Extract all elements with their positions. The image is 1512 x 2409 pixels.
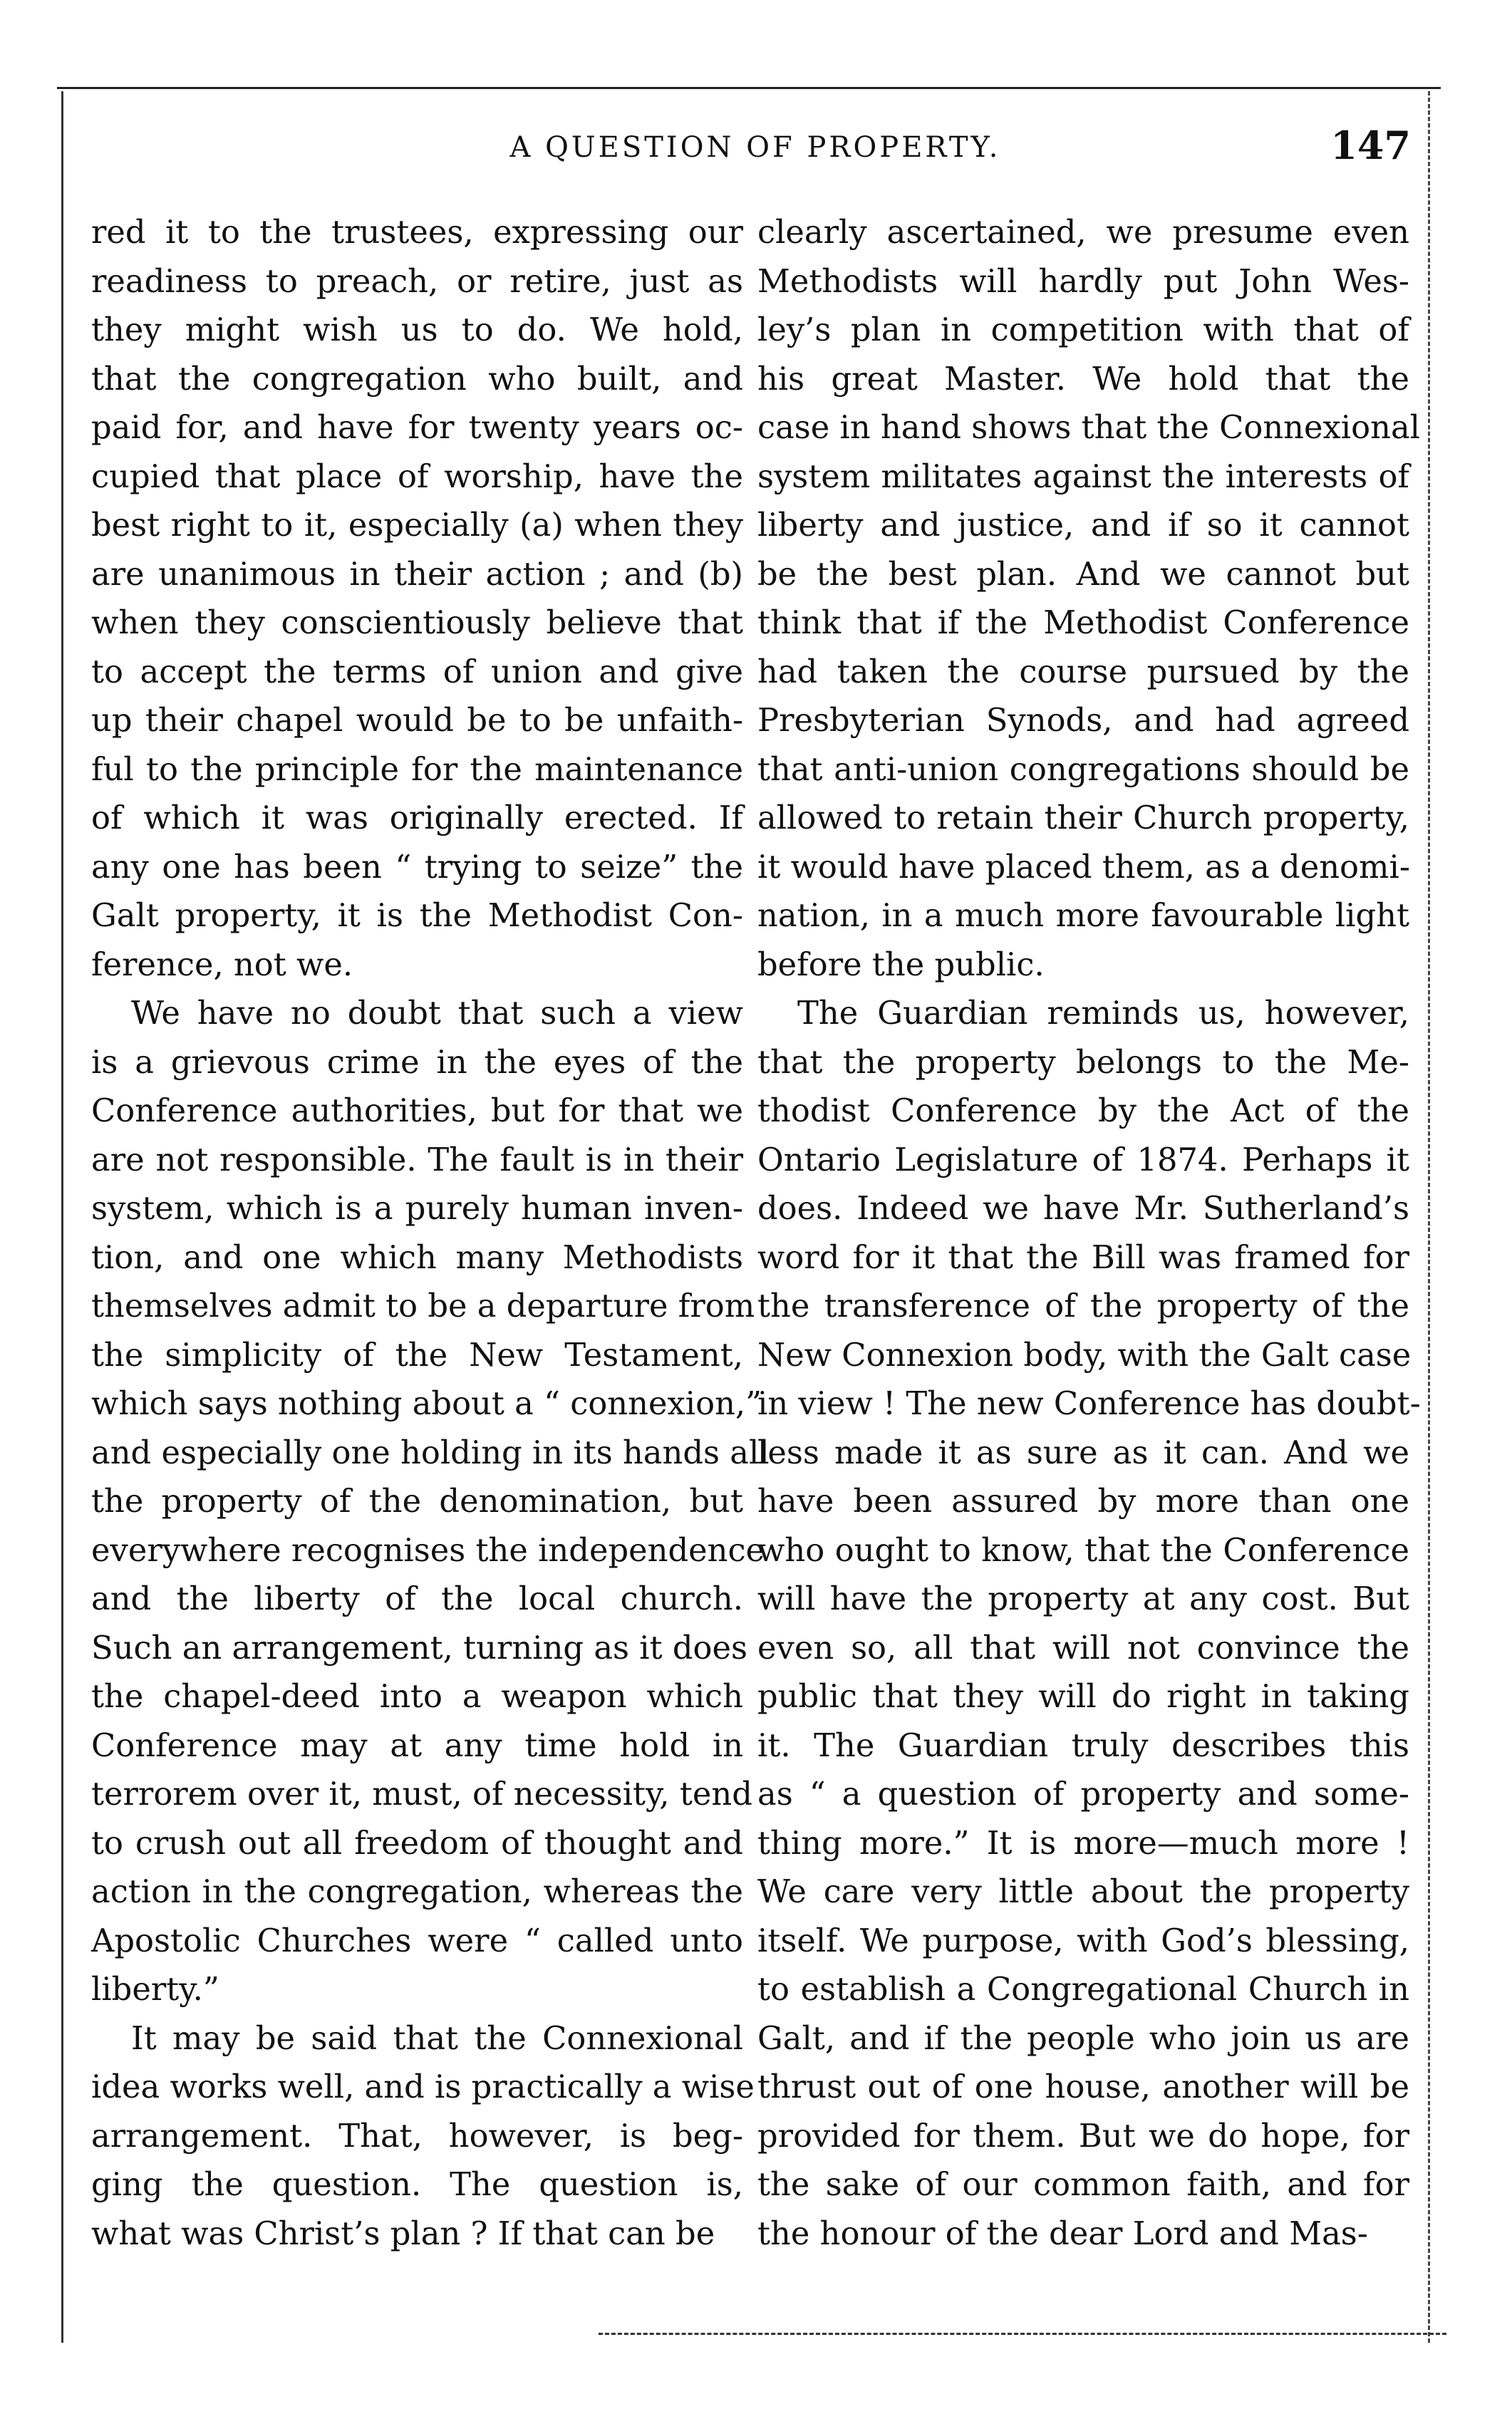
text-line: that anti-union congregations should be xyxy=(757,750,1409,788)
text-line: action in the congregation, whereas the xyxy=(91,1872,743,1910)
page-edge-left-rule xyxy=(61,91,63,2343)
text-line: liberty and justice, and if so it cannot xyxy=(757,506,1409,544)
text-line: word for it that the Bill was framed for xyxy=(757,1238,1409,1276)
text-line: idea works well, and is practically a wise xyxy=(91,2068,755,2105)
text-line: arrangement. That, however, is beg- xyxy=(91,2116,743,2155)
text-line: case in hand shows that the Connexional xyxy=(757,408,1420,446)
text-line: are not responsible. The fault is in their xyxy=(91,1140,743,1178)
text-line: Conference authorities, but for that we xyxy=(91,1092,743,1129)
text-line: everywhere recognises the independence xyxy=(91,1530,765,1569)
text-line: of which it was originally erected. If xyxy=(91,799,743,836)
text-line: Ontario Legislature of 1874. Perhaps it xyxy=(757,1140,1409,1178)
paragraph xyxy=(757,989,1421,2258)
text-line: any one has been “ trying to seize” the xyxy=(91,847,743,886)
text-line: will have the property at any cost. But xyxy=(757,1580,1409,1617)
text-line: readiness to preach, or retire, just as xyxy=(91,261,743,300)
text-line: think that if the Methodist Conference xyxy=(757,603,1409,641)
text-line: ging the question. The question is, xyxy=(91,2165,743,2203)
text-line: the transference of the property of the xyxy=(757,1287,1409,1325)
text-line: system, which is a purely human inven- xyxy=(91,1189,743,1227)
text-line: Galt, and if the people who join us are xyxy=(757,2019,1409,2057)
text-line: his great Master. We hold that the xyxy=(757,359,1409,398)
text-line: before the public. xyxy=(757,945,1045,983)
text-line: We have no doubt that such a view xyxy=(131,994,743,1032)
text-line: thrust out of one house, another will be xyxy=(757,2068,1409,2105)
text-line: Such an arrangement, turning as it does xyxy=(91,1628,747,1667)
text-line: ful to the principle for the maintenance xyxy=(91,750,743,788)
text-line: It may be said that the Connexional xyxy=(131,2019,743,2057)
paragraph xyxy=(91,989,770,2014)
text-line: to establish a Congregational Church in xyxy=(757,1970,1409,2008)
text-line: system militates against the interests of xyxy=(757,457,1409,495)
text-line: tion, and one which many Methodists xyxy=(91,1238,743,1276)
text-line: Apostolic Churches were “ called unto xyxy=(91,1921,743,1959)
page-edge-right-rule xyxy=(1428,91,1430,2343)
text-line: terrorem over it, must, of necessity, tend xyxy=(91,1775,752,1813)
text-line: clearly ascertained, we presume even xyxy=(757,213,1409,251)
text-line: liberty.” xyxy=(91,1970,219,2008)
text-line: New Connexion body, with the Galt case xyxy=(757,1335,1412,1374)
text-line: We care very little about the property xyxy=(757,1872,1409,1910)
text-line: in view ! The new Conference has doubt- xyxy=(757,1384,1421,1422)
paragraph xyxy=(757,208,1420,989)
text-line: they might wish us to do. We hold, xyxy=(91,311,743,348)
text-line: best right to it, especially (a) when they xyxy=(91,506,743,544)
text-line: public that they will do right in taking xyxy=(757,1677,1409,1715)
text-line: the honour of the dear Lord and Mas- xyxy=(757,2214,1368,2252)
paragraph xyxy=(91,2014,755,2259)
text-line: which says nothing about a “ connexion,” xyxy=(91,1384,762,1422)
text-line: and especially one holding in its hands all xyxy=(91,1433,770,1471)
text-line: red it to the trustees, expressing our xyxy=(91,213,743,251)
text-line: thodist Conference by the Act of the xyxy=(757,1092,1409,1129)
text-line: ference, not we. xyxy=(91,945,353,983)
text-line: had taken the course pursued by the xyxy=(757,652,1409,690)
text-line: that the congregation who built, and xyxy=(91,359,743,398)
text-line: cupied that place of worship, have the xyxy=(91,457,743,495)
text-line: the sake of our common faith, and for xyxy=(757,2165,1409,2203)
text-line: are unanimous in their action ; and (b) xyxy=(91,554,743,593)
text-line: Presbyterian Synods, and had agreed xyxy=(757,701,1409,739)
paragraph xyxy=(91,208,743,989)
text-line: it would have placed them, as a denomi- xyxy=(757,847,1410,886)
text-line: up their chapel would be to be unfaith- xyxy=(91,701,743,739)
text-line: the property of the denomination, but xyxy=(91,1482,743,1520)
running-head-title: A QUESTION OF PROPERTY. xyxy=(509,131,1001,164)
page-edge-bottom-rule xyxy=(599,2333,1446,2335)
text-line: to accept the terms of union and give xyxy=(91,652,743,690)
text-line: Galt property, it is the Methodist Con- xyxy=(91,896,743,934)
text-line: as “ a question of property and some- xyxy=(757,1775,1409,1813)
text-line: that the property belongs to the Me- xyxy=(757,1042,1409,1081)
text-line: nation, in a much more favourable light xyxy=(757,896,1409,934)
text-line: to crush out all freedom of thought and xyxy=(91,1823,743,1862)
text-line: itself. We purpose, with God’s blessing, xyxy=(757,1921,1409,1959)
right-text-column xyxy=(757,208,1421,2258)
text-line: themselves admit to be a departure from xyxy=(91,1287,755,1325)
text-line: it. The Guardian truly describes this xyxy=(757,1726,1409,1764)
text-line: The Guardian reminds us, however, xyxy=(797,994,1409,1032)
text-line: even so, all that will not convince the xyxy=(757,1628,1409,1667)
text-line: when they conscientiously believe that xyxy=(91,603,743,641)
text-line: thing more.” It is more—much more ! xyxy=(757,1823,1409,1862)
text-line: Methodists will hardly put John Wes- xyxy=(757,261,1409,300)
left-text-column xyxy=(91,208,770,2258)
text-line: have been assured by more than one xyxy=(757,1482,1409,1520)
text-line: and the liberty of the local church. xyxy=(91,1580,743,1617)
text-line: less made it as sure as it can. And we xyxy=(757,1433,1409,1471)
text-line: does. Indeed we have Mr. Sutherland’s xyxy=(757,1189,1409,1227)
text-line: allowed to retain their Church property, xyxy=(757,799,1409,836)
text-line: provided for them. But we do hope, for xyxy=(757,2116,1409,2155)
text-line: ley’s plan in competition with that of xyxy=(757,311,1409,348)
page-edge-top-rule xyxy=(57,87,1441,89)
text-line: the simplicity of the New Testament, xyxy=(91,1335,743,1374)
text-line: be the best plan. And we cannot but xyxy=(757,554,1409,593)
running-head xyxy=(93,123,1418,180)
text-line: Conference may at any time hold in xyxy=(91,1726,743,1764)
page-number: 147 xyxy=(1330,123,1411,168)
text-line: the chapel-deed into a weapon which xyxy=(91,1677,743,1715)
text-line: paid for, and have for twenty years oc- xyxy=(91,408,743,446)
text-line: what was Christ’s plan ? If that can be xyxy=(91,2214,715,2252)
text-line: is a grievous crime in the eyes of the xyxy=(91,1042,743,1081)
text-line: who ought to know, that the Conference xyxy=(757,1530,1409,1569)
